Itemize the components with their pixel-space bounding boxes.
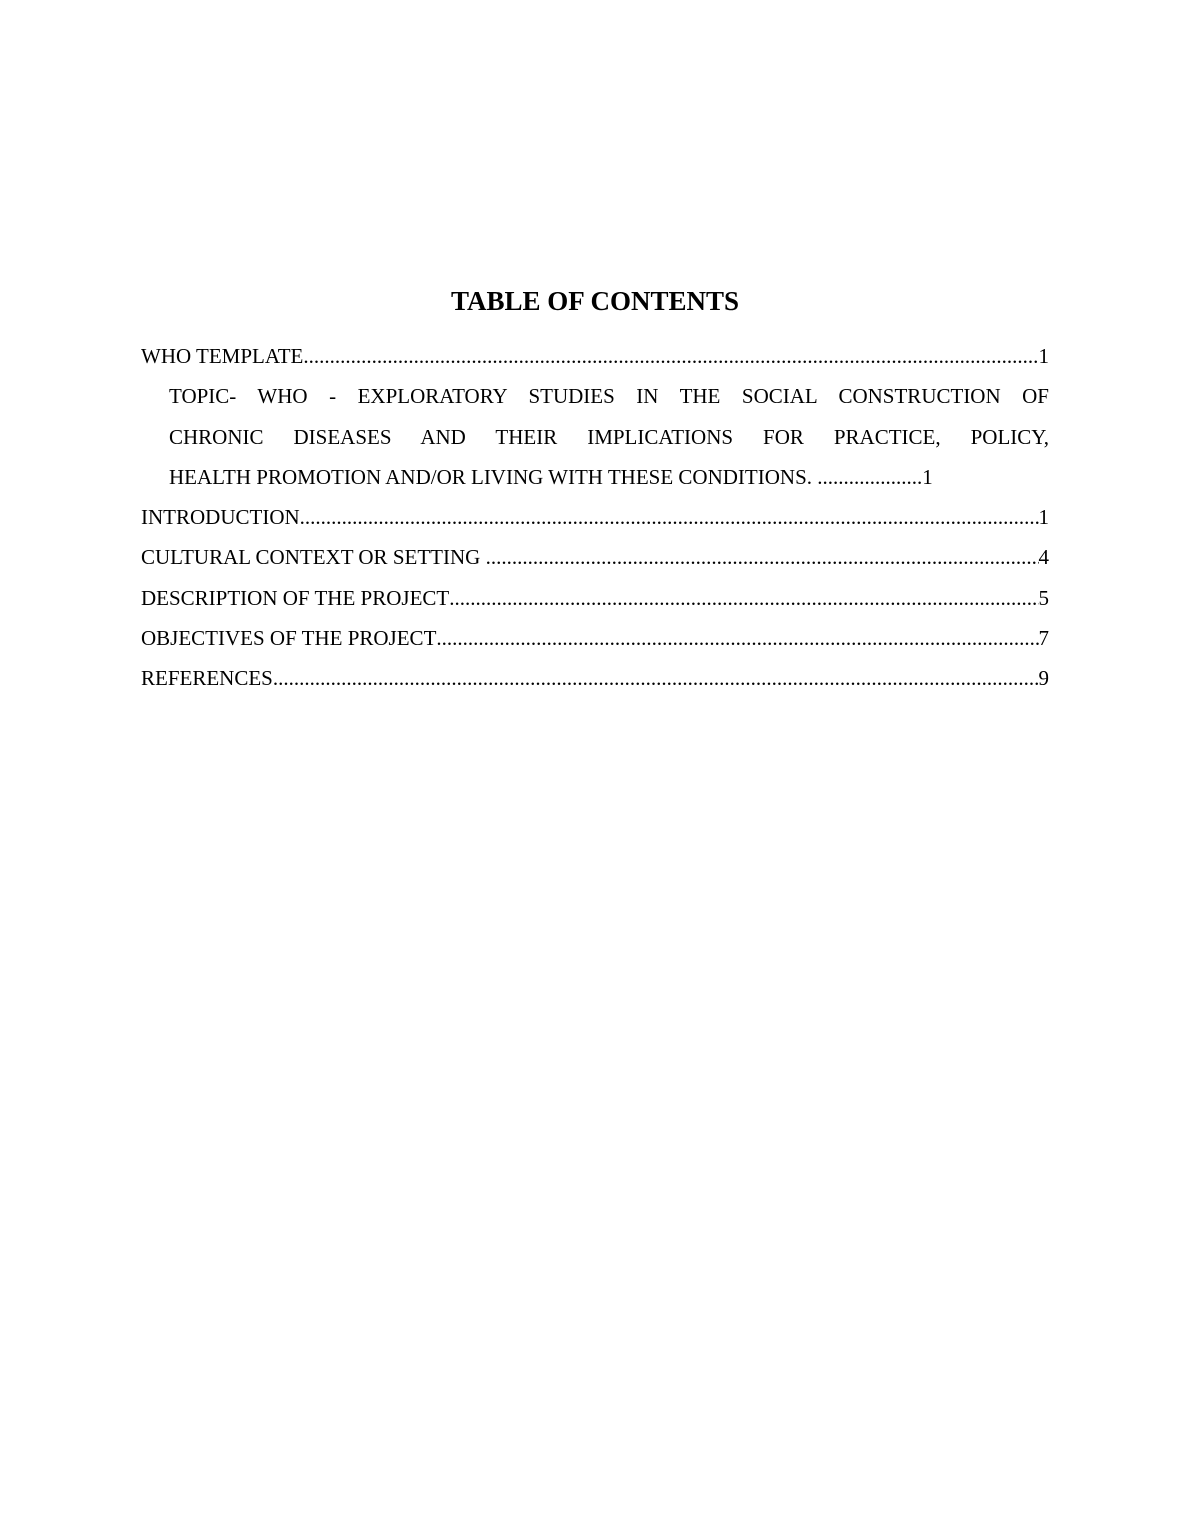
toc-dot-leader <box>486 537 1039 577</box>
toc-entry-introduction[interactable] <box>141 497 1049 537</box>
toc-entry-cultural-context[interactable] <box>141 537 1049 577</box>
toc-entry-label: OBJECTIVES OF THE PROJECT <box>141 626 437 651</box>
toc-page-number: 1 <box>922 464 933 489</box>
toc-dot-leader <box>300 497 1039 537</box>
toc-dot-leader <box>273 658 1039 698</box>
toc-entry-who-template[interactable] <box>141 336 1049 376</box>
toc-entry-label: CULTURAL CONTEXT OR SETTING <box>141 545 486 570</box>
toc-page-number: 9 <box>1038 666 1049 691</box>
toc-entry-label: REFERENCES <box>141 666 273 691</box>
toc-entry-label: WHO TEMPLATE <box>141 344 304 368</box>
toc-entry-label: INTRODUCTION <box>141 505 300 530</box>
table-of-contents <box>141 336 1049 699</box>
toc-entry-references[interactable] <box>141 658 1049 698</box>
toc-dot-leader <box>449 578 1038 618</box>
toc-page-number: 4 <box>1038 545 1049 570</box>
toc-page-number: 1 <box>1038 505 1049 530</box>
page-title: TABLE OF CONTENTS <box>450 286 740 316</box>
toc-entry-topic[interactable] <box>141 376 1049 497</box>
toc-page-number: 5 <box>1038 585 1049 610</box>
toc-entry-label-line-1: TOPIC- WHO - EXPLORATORY STUDIES IN THE SOCIAL CONSTRUCTION OF <box>169 384 1049 409</box>
toc-dot-leader: .................... <box>817 464 923 489</box>
toc-dot-leader <box>303 336 1038 376</box>
toc-entry-label: DESCRIPTION OF THE PROJECT <box>141 585 450 610</box>
toc-entry-label-line-3: HEALTH PROMOTION AND/OR LIVING WITH THESE CONDITIONS. <box>169 464 818 489</box>
toc-page-number: 7 <box>1038 626 1049 651</box>
toc-page-number: 1 <box>1038 344 1049 368</box>
toc-entry-label-line-2: CHRONIC DISEASES AND THEIR IMPLICATIONS FOR PRACTICE, POLICY, <box>169 424 1049 449</box>
toc-dot-leader <box>436 618 1038 658</box>
toc-entry-description[interactable] <box>141 578 1049 618</box>
toc-entry-objectives[interactable] <box>141 618 1049 658</box>
